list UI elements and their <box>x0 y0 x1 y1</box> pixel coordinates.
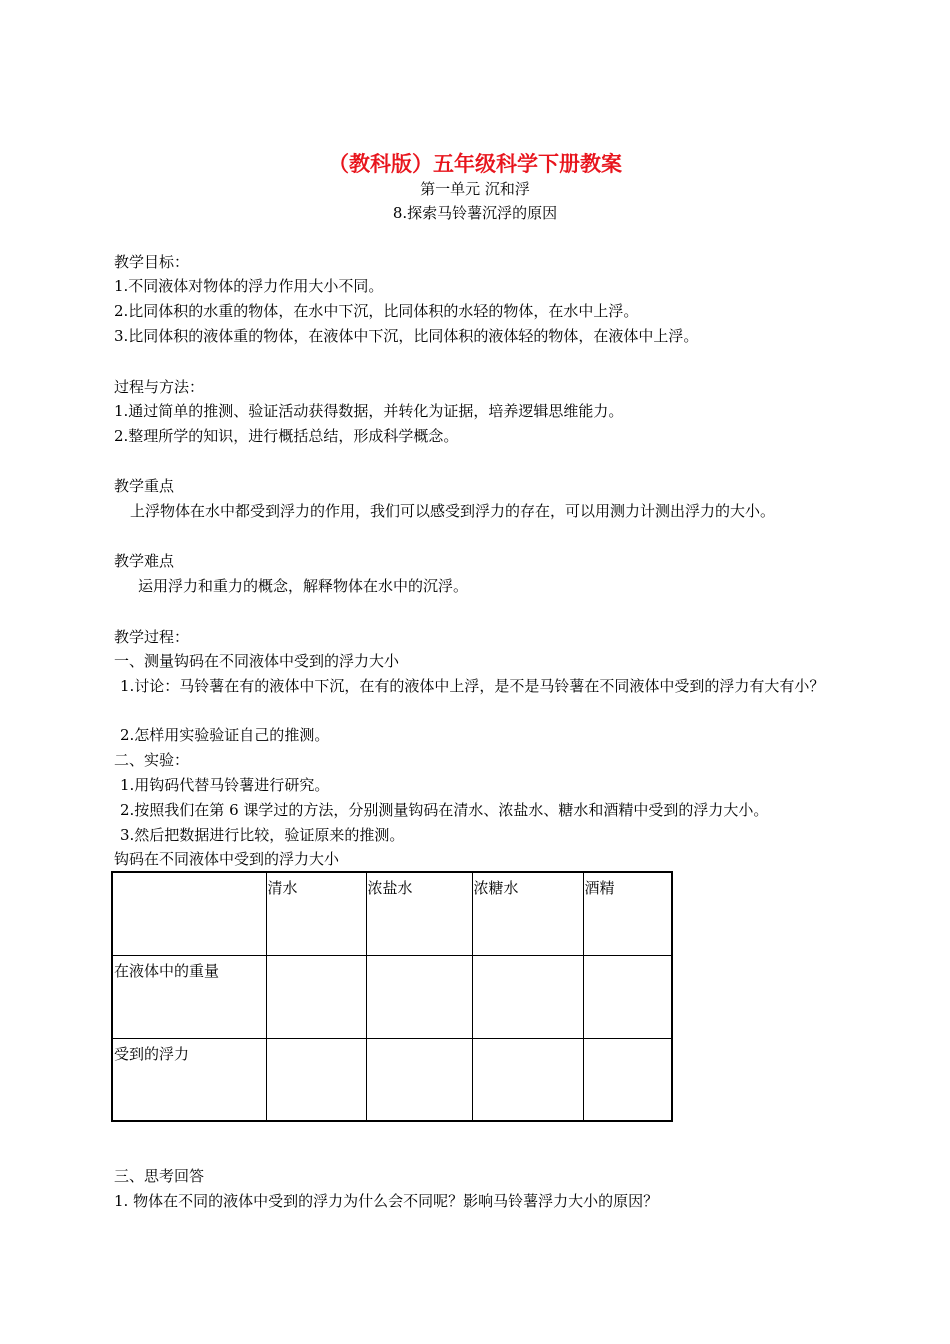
goal-item: 1.不同液体对物体的浮力作用大小不同。 <box>114 277 384 295</box>
table-row-label: 受到的浮力 <box>112 1038 266 1121</box>
process-method-item: 2.整理所学的知识，进行概括总结，形成科学概念。 <box>114 427 459 445</box>
difficulty-heading: 教学难点 <box>114 552 175 570</box>
teaching-process-heading: 教学过程： <box>114 628 190 646</box>
table-header-cell: 清水 <box>266 872 366 955</box>
process-method-item: 1.通过简单的推测、验证活动获得数据，并转化为证据，培养逻辑思维能力。 <box>114 402 624 420</box>
table-header-cell: 浓糖水 <box>472 872 583 955</box>
table-caption: 钩码在不同液体中受到的浮力大小 <box>114 850 340 868</box>
table-cell <box>266 1038 366 1121</box>
difficulty-text: 运用浮力和重力的概念，解释物体在水中的沉浮。 <box>138 577 469 595</box>
part1-item: 1.讨论：马铃薯在有的液体中下沉，在有的液体中上浮，是不是马铃薯在不同液体中受到的浮力有大有小？ <box>120 677 825 695</box>
table-header-cell: 酒精 <box>583 872 672 955</box>
goal-item: 3.比同体积的液体重的物体，在液体中下沉，比同体积的液体轻的物体，在液体中上浮。 <box>114 327 699 345</box>
part2-item: 2.按照我们在第 6 课学过的方法，分别测量钩码在清水、浓盐水、糖水和酒精中受到的浮力大小。 <box>120 801 769 819</box>
part1-item: 2.怎样用实验验证自己的推测。 <box>120 726 330 744</box>
table-cell <box>472 955 583 1038</box>
table-cell <box>366 1038 472 1121</box>
key-point-heading: 教学重点 <box>114 477 175 495</box>
part3-item: 1. 物体在不同的液体中受到的浮力为什么会不同呢？影响马铃薯浮力大小的原因？ <box>114 1192 659 1210</box>
table-cell <box>583 955 672 1038</box>
table-header-cell: 浓盐水 <box>366 872 472 955</box>
unit-subtitle: 第一单元 沉和浮 <box>420 180 530 198</box>
part2-item: 1.用钩码代替马铃薯进行研究。 <box>120 776 330 794</box>
table-header-row <box>112 872 672 955</box>
table-row <box>112 955 672 1038</box>
table-cell <box>366 955 472 1038</box>
process-method-heading: 过程与方法： <box>114 378 205 396</box>
document-title: （教科版）五年级科学下册教案 <box>328 152 622 176</box>
goals-heading: 教学目标： <box>114 253 190 271</box>
buoyancy-table <box>111 871 673 1122</box>
part2-item: 3.然后把数据进行比较，验证原来的推测。 <box>120 826 405 844</box>
lesson-subtitle: 8.探索马铃薯沉浮的原因 <box>392 204 558 222</box>
table-row-label: 在液体中的重量 <box>112 955 266 1038</box>
part1-heading: 一、测量钩码在不同液体中受到的浮力大小 <box>114 652 400 670</box>
goal-item: 2.比同体积的水重的物体，在水中下沉，比同体积的水轻的物体，在水中上浮。 <box>114 302 639 320</box>
table-cell <box>583 1038 672 1121</box>
part2-heading: 二、实验： <box>114 751 190 769</box>
table-row <box>112 1038 672 1121</box>
part3-heading: 三、思考回答 <box>114 1167 205 1185</box>
table-cell <box>472 1038 583 1121</box>
table-header-cell <box>112 872 266 955</box>
key-point-text: 上浮物体在水中都受到浮力的作用，我们可以感受到浮力的存在，可以用测力计测出浮力的大小。 <box>130 502 776 520</box>
table-cell <box>266 955 366 1038</box>
